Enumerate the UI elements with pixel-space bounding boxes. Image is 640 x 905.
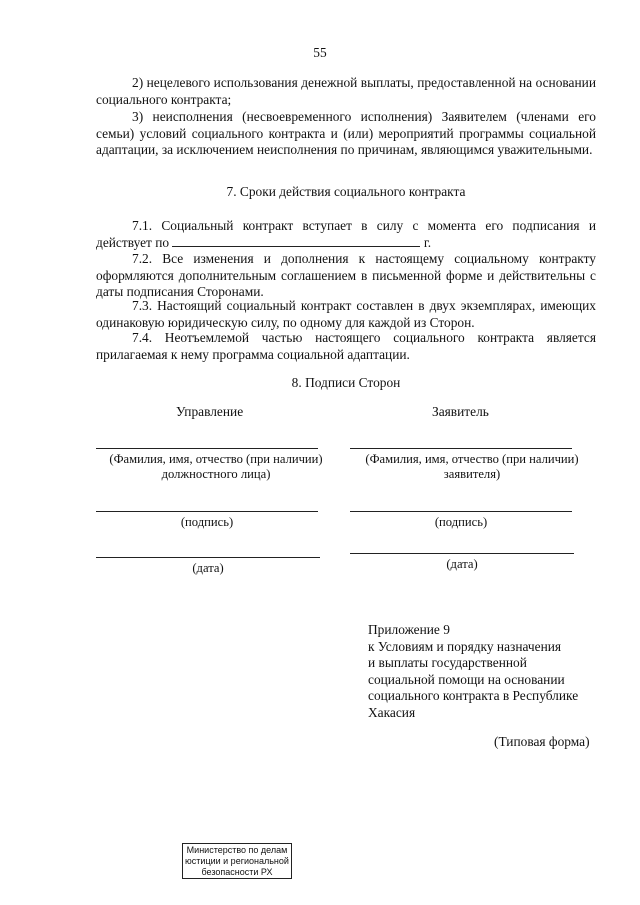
appendix-block bbox=[368, 622, 608, 722]
paragraph-7-2: 7.2. Все изменения и дополнения к настоящему социальному контракту оформляются дополнительным соглашением в письменной форме и действительны с даты подписания Сторонами. bbox=[96, 251, 596, 299]
left-party-title: Управление bbox=[176, 404, 244, 419]
right-name-caption: (Фамилия, имя, отчество (при наличии) заявителя) bbox=[365, 452, 579, 481]
paragraph-7-1-text: 7.1. Социальный контракт вступает в силу с момента его подписания и действует по bbox=[96, 218, 596, 250]
registration-stamp bbox=[182, 843, 292, 879]
year-suffix: г. bbox=[423, 234, 432, 250]
right-party-title: Заявитель bbox=[432, 404, 489, 419]
form-type-label: (Типовая форма) bbox=[494, 734, 590, 749]
right-date-line[interactable] bbox=[350, 553, 574, 554]
left-signature-line[interactable] bbox=[96, 511, 318, 512]
appendix-line: к Условиям и порядку назначения bbox=[368, 638, 562, 654]
paragraph-7-1 bbox=[96, 218, 596, 251]
list-item-3: 3) неисполнения (несвоевременного исполнения) Заявителем (членами его семьи) условий социального контракта и (или) мероприятий программы социальной адаптации, за исключением неисполнения по причинам, являющимся уважительными. bbox=[96, 109, 596, 157]
page-number: 55 bbox=[313, 45, 327, 60]
right-signature-line[interactable] bbox=[350, 511, 572, 512]
appendix-line: социальной помощи на основании bbox=[368, 671, 565, 687]
stamp-line: юстиции и региональной bbox=[185, 856, 289, 866]
appendix-line: Приложение 9 bbox=[368, 622, 450, 637]
section-7-heading: 7. Сроки действия социального контракта bbox=[226, 184, 466, 199]
list-item-2: 2) нецелевого использования денежной выплаты, предоставленной на основании социального контракта; bbox=[96, 75, 596, 107]
paragraph-7-4: 7.4. Неотъемлемой частью настоящего социального контракта является прилагаемая к нему программа социальной адаптации. bbox=[96, 330, 596, 362]
left-signature-caption: (подпись) bbox=[180, 515, 234, 529]
appendix-line: социального контракта в Республике bbox=[368, 688, 579, 704]
left-name-caption: (Фамилия, имя, отчество (при наличии) должностного лица) bbox=[109, 452, 323, 481]
end-date-blank[interactable] bbox=[172, 235, 420, 247]
right-signature-caption: (подпись) bbox=[434, 515, 488, 529]
left-date-line[interactable] bbox=[96, 557, 320, 558]
stamp-line: безопасности РХ bbox=[201, 867, 273, 877]
right-name-line[interactable] bbox=[350, 448, 572, 449]
left-date-caption: (дата) bbox=[192, 561, 224, 575]
section-8-heading: 8. Подписи Сторон bbox=[291, 375, 401, 390]
right-date-caption: (дата) bbox=[446, 557, 478, 571]
appendix-line: и выплаты государственной bbox=[368, 655, 527, 671]
left-name-line[interactable] bbox=[96, 448, 318, 449]
paragraph-7-3: 7.3. Настоящий социальный контракт составлен в двух экземплярах, имеющих одинаковую юридическую силу, по одному для каждой из Сторон. bbox=[96, 298, 596, 330]
stamp-line: Министерство по делам bbox=[186, 845, 288, 855]
appendix-line: Хакасия bbox=[368, 704, 416, 720]
